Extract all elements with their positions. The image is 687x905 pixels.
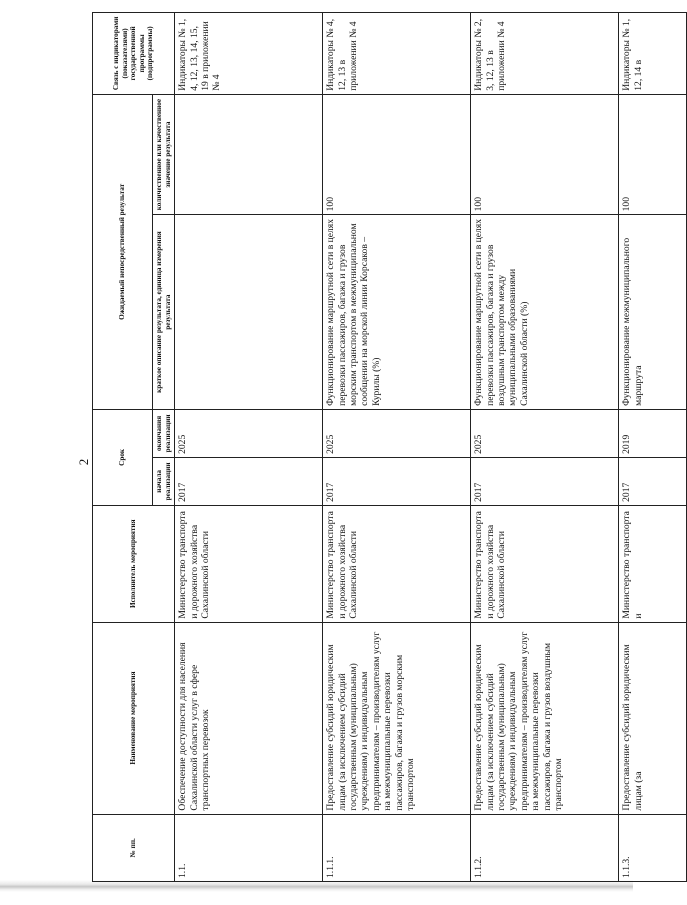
table-body [175, 13, 687, 882]
cell-value: 100 [471, 94, 619, 215]
cell-result [175, 215, 323, 410]
cell-number: 1.1. [175, 814, 323, 881]
cell-start: 2017 [175, 457, 323, 505]
table-row [323, 13, 471, 882]
table-header [93, 13, 175, 882]
header-indicators: Связь с индикаторами (показателями) государственной программы (подпрограммы) [93, 13, 175, 95]
header-expected-result: Ожидаемый непосредственный результат [93, 94, 153, 409]
cell-value: 100 [619, 94, 687, 215]
cell-result: Функционирование маршрутной сети в целях перевозки пассажиров, багажа и грузов воздушным транспортом между муниципальными образованиями Сахалинской области (%) [471, 215, 619, 410]
cell-start: 2017 [619, 457, 687, 505]
measures-table [92, 12, 687, 882]
cell-name: Предоставление субсидий юридическим лицам (за исключением субсидий государственным (муниципальным) учреждениям) и индивидуальным предпринимателям – производителям услуг на межмуниципальные перевозки пассажиров, багажа и грузов воздушным транспортом [471, 622, 619, 814]
cell-indicators: Индикаторы № 4, 12, 13 в приложении № 4 [323, 13, 471, 95]
table-row [175, 13, 323, 882]
table-row [471, 13, 619, 882]
cell-number: 1.1.2. [471, 814, 619, 881]
header-number: № пп. [93, 814, 175, 881]
header-name: Наименование мероприятия [93, 622, 175, 814]
cell-number: 1.1.3. [619, 814, 687, 881]
cell-end: 2025 [323, 409, 471, 457]
cell-name: Предоставление субсидий юридическим лицам (за [619, 622, 687, 814]
header-term-end: окончания реализации [153, 409, 175, 457]
rotated-page-content [92, 12, 644, 882]
cell-name: Обеспечение доступности для населения Сахалинской области услуг в сфере транспортных перевозок [175, 622, 323, 814]
cell-end: 2025 [175, 409, 323, 457]
page-number: 2 [76, 458, 91, 466]
header-executor: Исполнитель мероприятия [93, 505, 175, 622]
header-term: Срок [93, 409, 153, 505]
cell-start: 2017 [471, 457, 619, 505]
cell-executor: Министерство транспорта и дорожного хозяйства Сахалинской области [175, 505, 323, 622]
header-result-desc: краткое описание результата, единица измерения результата [153, 215, 175, 410]
table-row [619, 13, 687, 882]
cell-indicators: Индикаторы № 1, 4, 12, 13, 14, 15, 19 в приложении № 4 [175, 13, 323, 95]
cell-end: 2019 [619, 409, 687, 457]
cell-executor: Министерство транспорта и [619, 505, 687, 622]
cell-result: Функционирование межмуниципального маршрута [619, 215, 687, 410]
header-result-value: количественное или качественное значение результата [153, 94, 175, 215]
cell-result: Функционирование маршрутной сети в целях перевозки пассажиров, багажа и грузов морским транспортом в межмуниципальном сообщении на морской линии Корсаков – Курилы (%) [323, 215, 471, 410]
cell-start: 2017 [323, 457, 471, 505]
cell-indicators: Индикаторы № 1, 12, 14 в [619, 13, 687, 95]
cell-end: 2025 [471, 409, 619, 457]
cell-executor: Министерство транспорта и дорожного хозяйства Сахалинской области [323, 505, 471, 622]
cell-indicators: Индикаторы № 2, 3, 12, 13 в приложении № 4 [471, 13, 619, 95]
cell-value: 100 [323, 94, 471, 215]
header-term-start: начала реализации [153, 457, 175, 505]
cell-value [175, 94, 323, 215]
cell-number: 1.1.1. [323, 814, 471, 881]
cell-executor: Министерство транспорта и дорожного хозяйства Сахалинской области [471, 505, 619, 622]
cell-name: Предоставление субсидий юридическим лицам (за исключением субсидий государственным (муниципальным) учреждениям) и индивидуальным предпринимателям – производителям услуг на межмуниципальные перевозки пассажиров, багажа и грузов морским транспортом [323, 622, 471, 814]
